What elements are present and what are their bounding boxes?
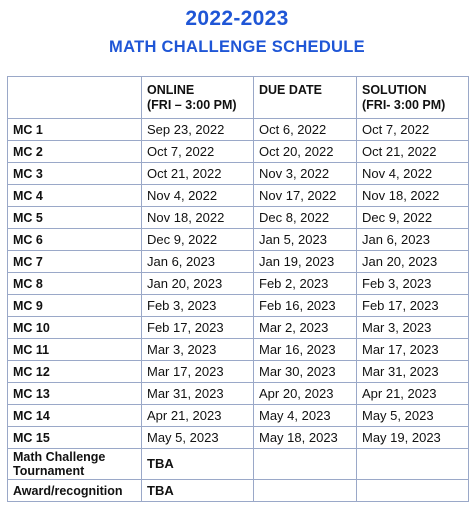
table-row (8, 361, 469, 383)
page-subtitle: MATH CHALLENGE SCHEDULE (109, 38, 365, 56)
row-label: MC 12 (8, 361, 142, 383)
solution-date: May 19, 2023 (357, 427, 469, 449)
online-date: Oct 7, 2022 (142, 141, 254, 163)
empty-cell (254, 449, 357, 480)
tournament-value: TBA (142, 449, 254, 480)
header-online-time: (FRI – 3:00 PM) (147, 98, 237, 112)
table-row (8, 339, 469, 361)
header-solution-time: (FRI- 3:00 PM) (362, 98, 446, 112)
solution-date: Jan 20, 2023 (357, 251, 469, 273)
row-label: MC 4 (8, 185, 142, 207)
header-solution-title: SOLUTION (362, 83, 427, 97)
table-row-award (8, 480, 469, 502)
due-date: Nov 3, 2022 (254, 163, 357, 185)
empty-cell (357, 449, 469, 480)
online-date: Nov 4, 2022 (142, 185, 254, 207)
due-date: Mar 2, 2023 (254, 317, 357, 339)
table-row (8, 251, 469, 273)
table-row (8, 383, 469, 405)
online-date: Nov 18, 2022 (142, 207, 254, 229)
table-row (8, 229, 469, 251)
solution-date: Dec 9, 2022 (357, 207, 469, 229)
solution-date: Mar 3, 2023 (357, 317, 469, 339)
award-value: TBA (142, 480, 254, 502)
online-date: Mar 31, 2023 (142, 383, 254, 405)
row-label: MC 3 (8, 163, 142, 185)
header-cell-due-date (254, 77, 357, 119)
row-label: MC 8 (8, 273, 142, 295)
row-label-tournament: Math Challenge Tournament (8, 449, 142, 480)
solution-date: May 5, 2023 (357, 405, 469, 427)
table-row (8, 427, 469, 449)
table-row (8, 273, 469, 295)
table-header-row (8, 77, 469, 119)
due-date: Oct 6, 2022 (254, 119, 357, 141)
due-date: May 18, 2023 (254, 427, 357, 449)
empty-cell (254, 480, 357, 502)
due-date: Oct 20, 2022 (254, 141, 357, 163)
due-date: Jan 5, 2023 (254, 229, 357, 251)
online-date: Sep 23, 2022 (142, 119, 254, 141)
solution-date: Jan 6, 2023 (357, 229, 469, 251)
online-date: Oct 21, 2022 (142, 163, 254, 185)
schedule-table (7, 76, 469, 502)
table-row (8, 295, 469, 317)
solution-date: Feb 17, 2023 (357, 295, 469, 317)
online-date: Apr 21, 2023 (142, 405, 254, 427)
due-date: May 4, 2023 (254, 405, 357, 427)
solution-date: Apr 21, 2023 (357, 383, 469, 405)
solution-date: Feb 3, 2023 (357, 273, 469, 295)
solution-date: Mar 31, 2023 (357, 361, 469, 383)
row-label: MC 6 (8, 229, 142, 251)
table-row (8, 317, 469, 339)
header-due-title: DUE DATE (259, 83, 322, 97)
page-header (0, 0, 474, 58)
online-date: May 5, 2023 (142, 427, 254, 449)
row-label: MC 9 (8, 295, 142, 317)
due-date: Nov 17, 2022 (254, 185, 357, 207)
solution-date: Oct 7, 2022 (357, 119, 469, 141)
row-label-award: Award/recognition (8, 480, 142, 502)
due-date: Apr 20, 2023 (254, 383, 357, 405)
header-cell-online (142, 77, 254, 119)
header-online-title: ONLINE (147, 83, 195, 97)
due-date: Jan 19, 2023 (254, 251, 357, 273)
solution-date: Nov 18, 2022 (357, 185, 469, 207)
solution-date: Oct 21, 2022 (357, 141, 469, 163)
table-row (8, 141, 469, 163)
table-row (8, 185, 469, 207)
row-label: MC 7 (8, 251, 142, 273)
row-label: MC 13 (8, 383, 142, 405)
due-date: Mar 16, 2023 (254, 339, 357, 361)
due-date: Mar 30, 2023 (254, 361, 357, 383)
header-cell-solution (357, 77, 469, 119)
table-row-tournament (8, 449, 469, 480)
row-label: MC 14 (8, 405, 142, 427)
row-label: MC 10 (8, 317, 142, 339)
due-date: Dec 8, 2022 (254, 207, 357, 229)
online-date: Feb 3, 2023 (142, 295, 254, 317)
online-date: Mar 3, 2023 (142, 339, 254, 361)
row-label: MC 1 (8, 119, 142, 141)
online-date: Jan 6, 2023 (142, 251, 254, 273)
online-date: Mar 17, 2023 (142, 361, 254, 383)
row-label: MC 15 (8, 427, 142, 449)
online-date: Dec 9, 2022 (142, 229, 254, 251)
page-title: 2022-2023 (185, 7, 289, 30)
header-cell-label (8, 77, 142, 119)
due-date: Feb 16, 2023 (254, 295, 357, 317)
row-label: MC 11 (8, 339, 142, 361)
row-label: MC 5 (8, 207, 142, 229)
row-label: MC 2 (8, 141, 142, 163)
solution-date: Mar 17, 2023 (357, 339, 469, 361)
empty-cell (357, 480, 469, 502)
table-row (8, 119, 469, 141)
table-row (8, 163, 469, 185)
online-date: Jan 20, 2023 (142, 273, 254, 295)
table-row (8, 405, 469, 427)
solution-date: Nov 4, 2022 (357, 163, 469, 185)
due-date: Feb 2, 2023 (254, 273, 357, 295)
table-row (8, 207, 469, 229)
online-date: Feb 17, 2023 (142, 317, 254, 339)
